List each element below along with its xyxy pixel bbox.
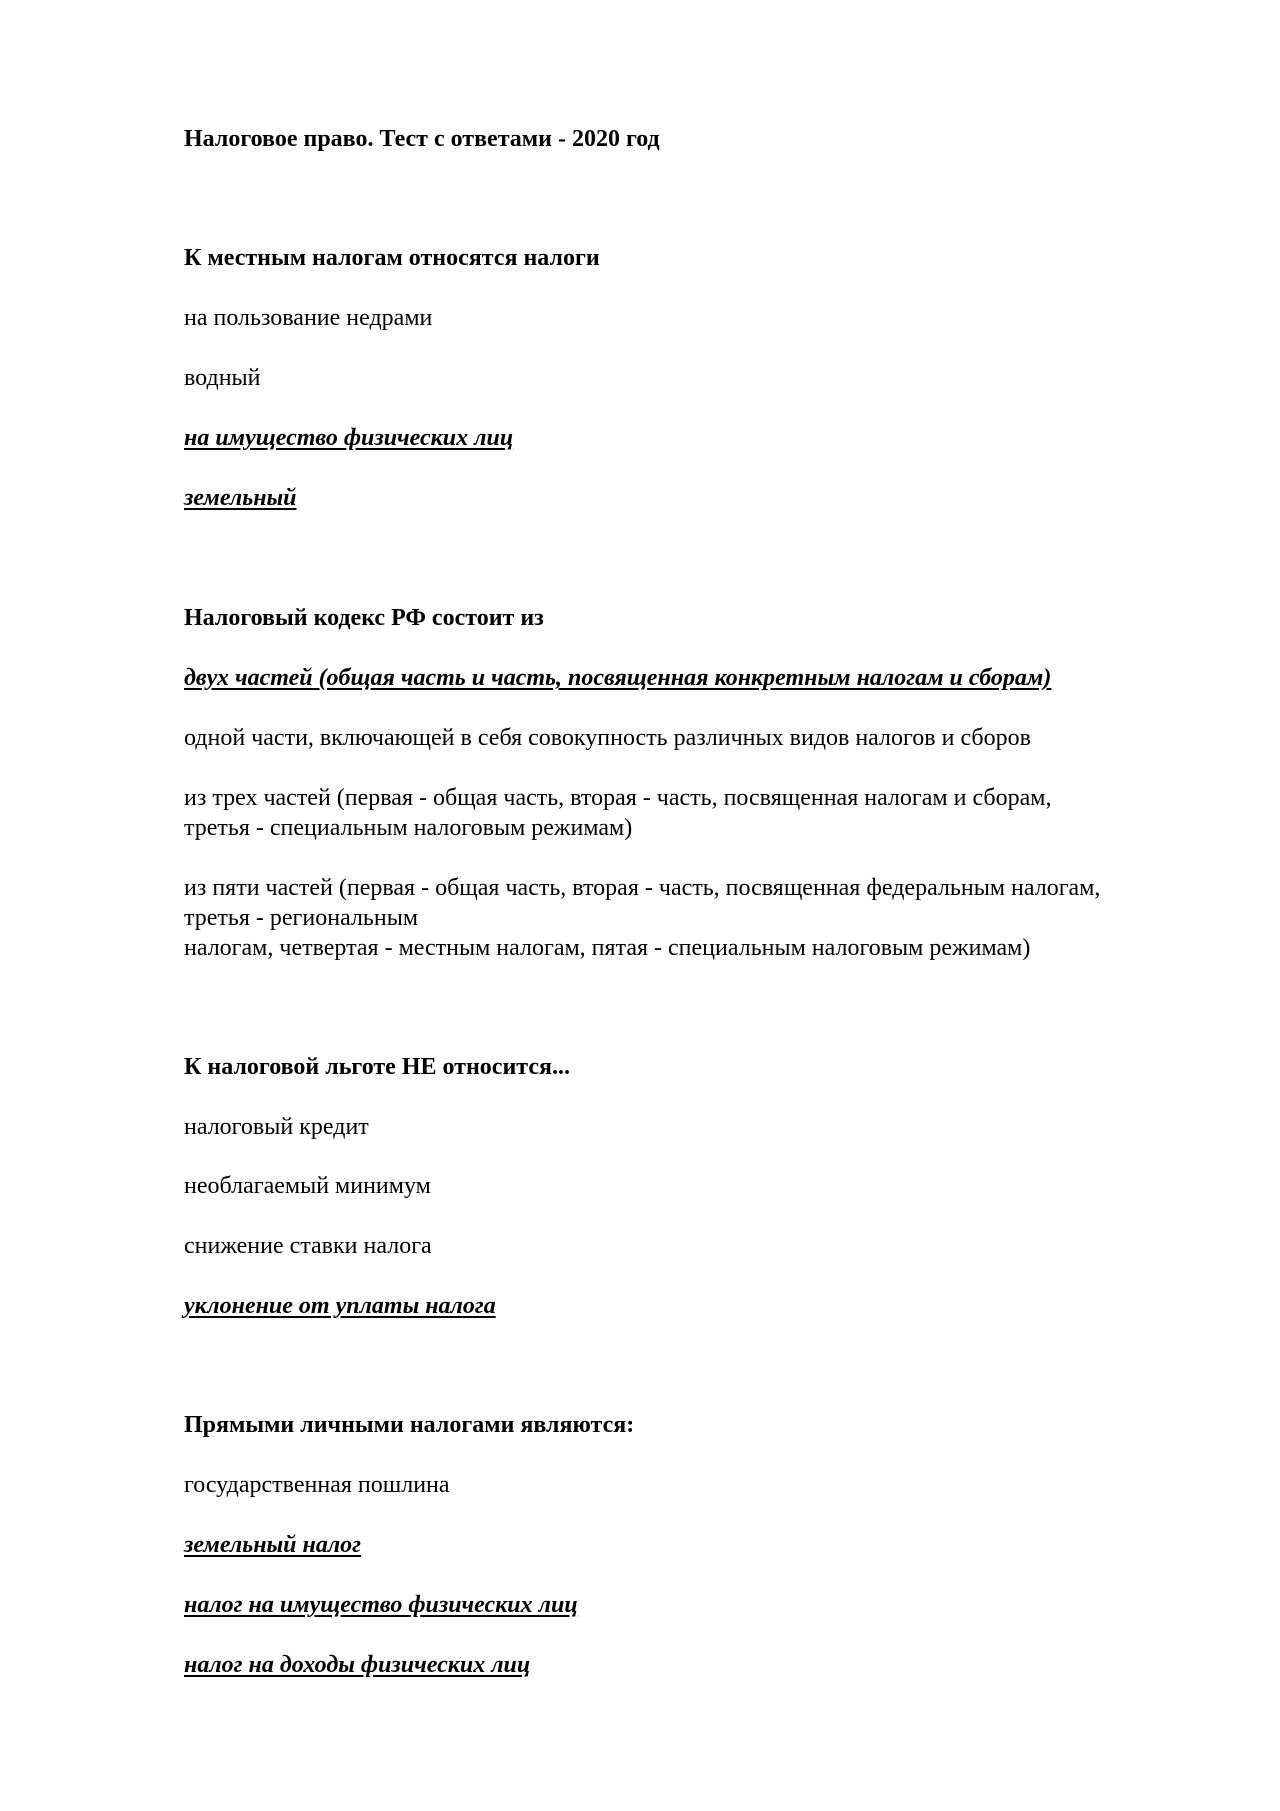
q2-option-2: одной части, включающей в себя совокупность различных видов налогов и сборов xyxy=(184,725,1031,751)
q4-option-3-correct: налог на имущество физических лиц xyxy=(184,1592,578,1618)
q1-option-3-correct: на имущество физических лиц xyxy=(184,425,514,451)
q2-option-4-line-2: третья - региональным xyxy=(184,905,419,931)
q2-option-4-line-3: налогам, четвертая - местным налогам, пятая - специальным налоговым режимам) xyxy=(184,935,1031,961)
question-3: К налоговой льготе НЕ относится... xyxy=(184,1054,570,1080)
q4-option-1: государственная пошлина xyxy=(184,1472,450,1498)
q3-option-2: необлагаемый минимум xyxy=(184,1173,431,1199)
question-2: Налоговый кодекс РФ состоит из xyxy=(184,605,544,631)
q2-option-1-correct: двух частей (общая часть и часть, посвященная конкретным налогам и сборам) xyxy=(184,665,1052,691)
q1-option-4-correct: земельный xyxy=(184,485,297,511)
q1-option-1: на пользование недрами xyxy=(184,305,433,331)
document-title: Налоговое право. Тест с ответами - 2020 год xyxy=(184,126,660,152)
q4-option-4-correct: налог на доходы физических лиц xyxy=(184,1652,531,1678)
q2-option-3 xyxy=(184,783,1184,843)
q4-option-2-correct: земельный налог xyxy=(184,1532,362,1558)
q2-option-4 xyxy=(184,873,1184,963)
q3-option-1: налоговый кредит xyxy=(184,1114,369,1140)
question-4: Прямыми личными налогами являются: xyxy=(184,1412,635,1438)
q2-option-4-line-1: из пяти частей (первая - общая часть, вторая - часть, посвященная федеральным налогам, xyxy=(184,875,1101,901)
q2-option-3-line-2: третья - специальным налоговым режимам) xyxy=(184,815,633,841)
q1-option-2: водный xyxy=(184,365,261,391)
q2-option-3-line-1: из трех частей (первая - общая часть, вторая - часть, посвященная налогам и сборам, xyxy=(184,785,1052,811)
question-1: К местным налогам относятся налоги xyxy=(184,245,600,271)
q3-option-3: снижение ставки налога xyxy=(184,1233,432,1259)
q3-option-4-correct: уклонение от уплаты налога xyxy=(184,1293,496,1319)
